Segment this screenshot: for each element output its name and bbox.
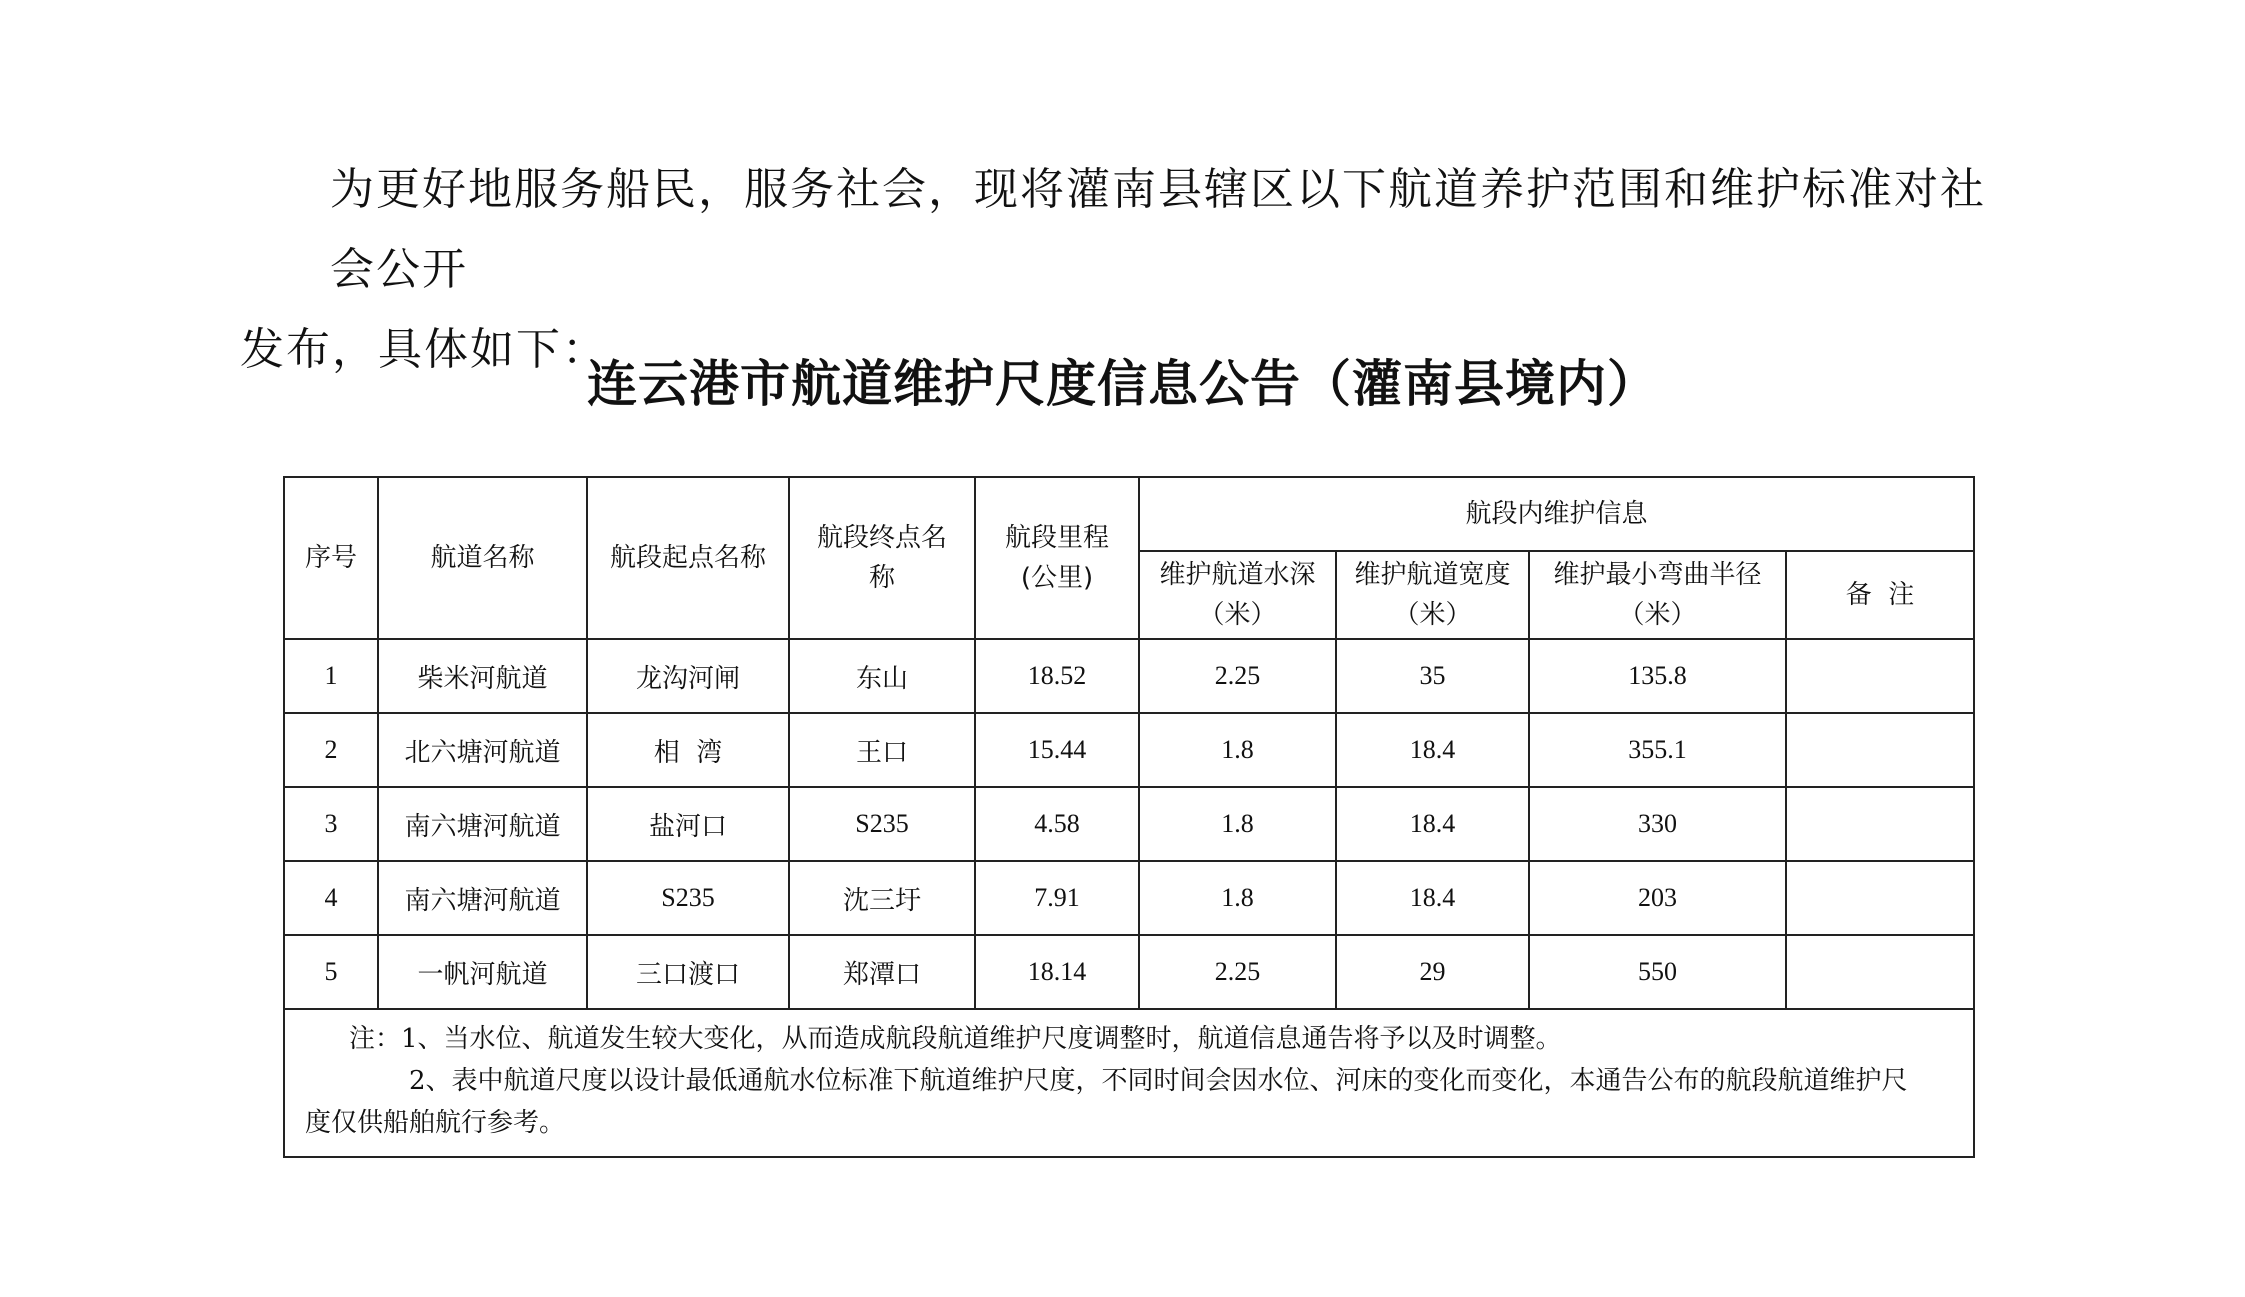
cell-remarks xyxy=(1786,935,1974,1009)
table-row xyxy=(284,861,1974,935)
cell-radius: 330 xyxy=(1529,787,1786,861)
cell-end-point: S235 xyxy=(789,787,975,861)
cell-index: 4 xyxy=(284,861,378,935)
cell-width: 29 xyxy=(1336,935,1529,1009)
header-row-1 xyxy=(284,477,1974,551)
header-channel-name: 航道名称 xyxy=(378,477,587,639)
document-title: 连云港市航道维护尺度信息公告（灌南县境内） xyxy=(587,354,1658,413)
table-row xyxy=(284,787,1974,861)
cell-radius: 355.1 xyxy=(1529,713,1786,787)
header-start-point: 航段起点名称 xyxy=(587,477,789,639)
header-mileage: 航段里程(公里) xyxy=(975,477,1139,639)
channel-maintenance-table xyxy=(283,476,1975,1158)
cell-remarks xyxy=(1786,639,1974,713)
cell-radius: 203 xyxy=(1529,861,1786,935)
cell-radius: 135.8 xyxy=(1529,639,1786,713)
header-width: 维护航道宽度（米） xyxy=(1336,551,1529,639)
table-row xyxy=(284,639,1974,713)
header-radius: 维护最小弯曲半径（米） xyxy=(1529,551,1786,639)
intro-line-1: 为更好地服务船民，服务社会，现将灌南县辖区以下航道养护范围和维护标准对社会公开 xyxy=(330,164,1986,295)
cell-end-point: 王口 xyxy=(789,713,975,787)
cell-start-point: 三口渡口 xyxy=(587,935,789,1009)
intro-line-2: 发布，具体如下： xyxy=(240,324,608,375)
cell-index: 2 xyxy=(284,713,378,787)
cell-width: 35 xyxy=(1336,639,1529,713)
cell-start-point: 盐河口 xyxy=(587,787,789,861)
cell-width: 18.4 xyxy=(1336,713,1529,787)
cell-channel-name: 南六塘河航道 xyxy=(378,861,587,935)
cell-depth: 1.8 xyxy=(1139,787,1336,861)
table-row xyxy=(284,713,1974,787)
cell-mileage: 4.58 xyxy=(975,787,1139,861)
cell-end-point: 郑潭口 xyxy=(789,935,975,1009)
cell-index: 1 xyxy=(284,639,378,713)
cell-channel-name: 北六塘河航道 xyxy=(378,713,587,787)
cell-width: 18.4 xyxy=(1336,787,1529,861)
header-remarks: 备 注 xyxy=(1786,551,1974,639)
cell-depth: 1.8 xyxy=(1139,861,1336,935)
note-1: 注：1、当水位、航道发生较大变化，从而造成航段航道维护尺度调整时，航道信息通告将予以及时调整。 xyxy=(349,1024,1562,1054)
cell-index: 5 xyxy=(284,935,378,1009)
cell-start-point: S235 xyxy=(587,861,789,935)
notes-row xyxy=(284,1009,1974,1157)
header-maintenance-group: 航段内维护信息 xyxy=(1139,477,1974,551)
cell-channel-name: 南六塘河航道 xyxy=(378,787,587,861)
cell-radius: 550 xyxy=(1529,935,1786,1009)
cell-start-point: 相 湾 xyxy=(587,713,789,787)
cell-start-point: 龙沟河闸 xyxy=(587,639,789,713)
cell-mileage: 18.52 xyxy=(975,639,1139,713)
note-2-line-1: 2、表中航道尺度以设计最低通航水位标准下航道维护尺度，不同时间会因水位、河床的变化而变化，本通告公布的航段航道维护尺 xyxy=(409,1066,1908,1096)
header-end-point: 航段终点名称 xyxy=(789,477,975,639)
cell-remarks xyxy=(1786,861,1974,935)
header-depth: 维护航道水深（米） xyxy=(1139,551,1336,639)
cell-width: 18.4 xyxy=(1336,861,1529,935)
cell-index: 3 xyxy=(284,787,378,861)
header-index: 序号 xyxy=(284,477,378,639)
cell-end-point: 东山 xyxy=(789,639,975,713)
cell-depth: 1.8 xyxy=(1139,713,1336,787)
cell-remarks xyxy=(1786,787,1974,861)
cell-mileage: 15.44 xyxy=(975,713,1139,787)
cell-depth: 2.25 xyxy=(1139,639,1336,713)
table-row xyxy=(284,935,1974,1009)
cell-mileage: 18.14 xyxy=(975,935,1139,1009)
cell-end-point: 沈三圩 xyxy=(789,861,975,935)
cell-mileage: 7.91 xyxy=(975,861,1139,935)
note-2-line-2: 度仅供船舶航行参考。 xyxy=(305,1108,566,1138)
cell-remarks xyxy=(1786,713,1974,787)
cell-channel-name: 一帆河航道 xyxy=(378,935,587,1009)
table-notes xyxy=(284,1009,1974,1157)
cell-depth: 2.25 xyxy=(1139,935,1336,1009)
cell-channel-name: 柴米河航道 xyxy=(378,639,587,713)
